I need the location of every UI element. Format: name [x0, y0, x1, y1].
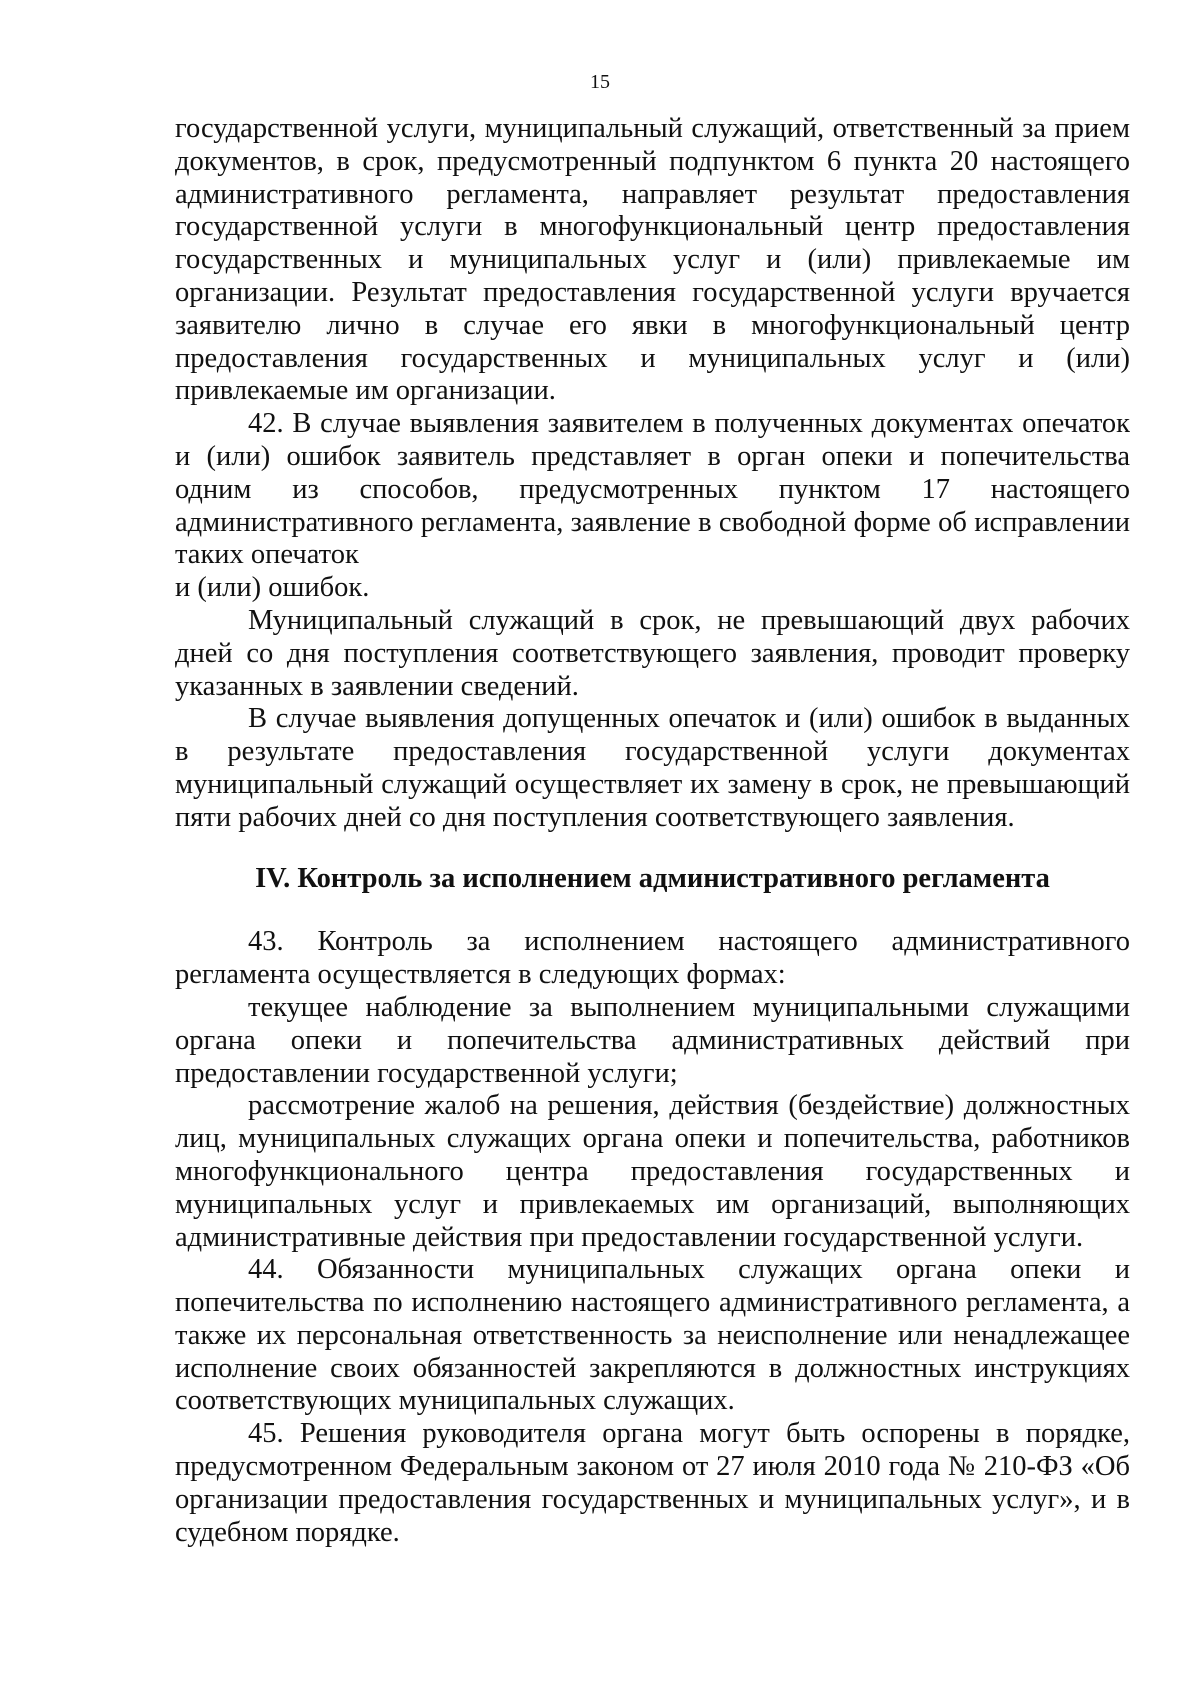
paragraph-continuation: государственной услуги, муниципальный служащий, ответственный за прием документов, в срок, предусмотренный подпунктом 6 пункта 20 настоящего административного регламента, направляет результат предоставления государственной услуги в многофункциональный центр предоставления государственных и муниципальных услуг и (или) привлекаемые им организации. Результат предоставления государственной услуги вручается заявителю лично в случае его явки в многофункциональный центр предоставления государственных и муниципальных услуг и (или) привлекаемые им организации.	[175, 113, 1130, 407]
spacer	[175, 835, 1130, 863]
spacer	[175, 895, 1130, 926]
paragraph-control-form-2: рассмотрение жалоб на решения, действия (бездействие) должностных лиц, муниципальных служащих органа опеки и попечительства, работников многофункционального центра предоставления государственных и муниципальных услуг и привлекаемых им организаций, выполняющих административные действия при предоставлении государственной услуги.	[175, 1090, 1130, 1253]
paragraph-45: 45. Решения руководителя органа могут быть оспорены в порядке, предусмотренном Федеральным законом от 27 июля 2010 года № 210-ФЗ «Об организации предоставления государственных и муниципальных услуг», и в судебном порядке.	[175, 1418, 1130, 1548]
section-title: IV. Контроль за исполнением административного регламента	[255, 862, 1050, 894]
paragraph-43: 43. Контроль за исполнением настоящего административного регламента осуществляется в следующих формах:	[175, 926, 1130, 991]
paragraph-control-form-1: текущее наблюдение за выполнением муниципальными служащими органа опеки и попечительства административных действий при предоставлении государственной услуги;	[175, 991, 1130, 1089]
paragraph-44: 44. Обязанности муниципальных служащих органа опеки и попечительства по исполнению настоящего административного регламента, а также их персональная ответственность за неисполнение или ненадлежащее исполнение своих обязанностей закрепляются в должностных инструкциях соответствующих муниципальных служащих.	[175, 1254, 1130, 1417]
paragraph-verification: Муниципальный служащий в срок, не превышающий двух рабочих дней со дня поступления соответствующего заявления, проводит проверку указанных в заявлении сведений.	[175, 604, 1130, 702]
document-body	[175, 113, 1130, 1549]
paragraph-42: 42. В случае выявления заявителем в полученных документах опечаток и (или) ошибок заявитель представляет в орган опеки и попечительства одним из способов, предусмотренных пунктом 17 настоящего административного регламента, заявление в свободной форме об исправлении таких опечаток	[175, 408, 1130, 571]
paragraph-42-end: и (или) ошибок.	[175, 572, 370, 604]
page-number: 15	[590, 71, 610, 93]
paragraph-replacement: В случае выявления допущенных опечаток и (или) ошибок в выданных в результате предоставления государственной услуги документах муниципальный служащий осуществляет их замену в срок, не превышающий пяти рабочих дней со дня поступления соответствующего заявления.	[175, 703, 1130, 833]
